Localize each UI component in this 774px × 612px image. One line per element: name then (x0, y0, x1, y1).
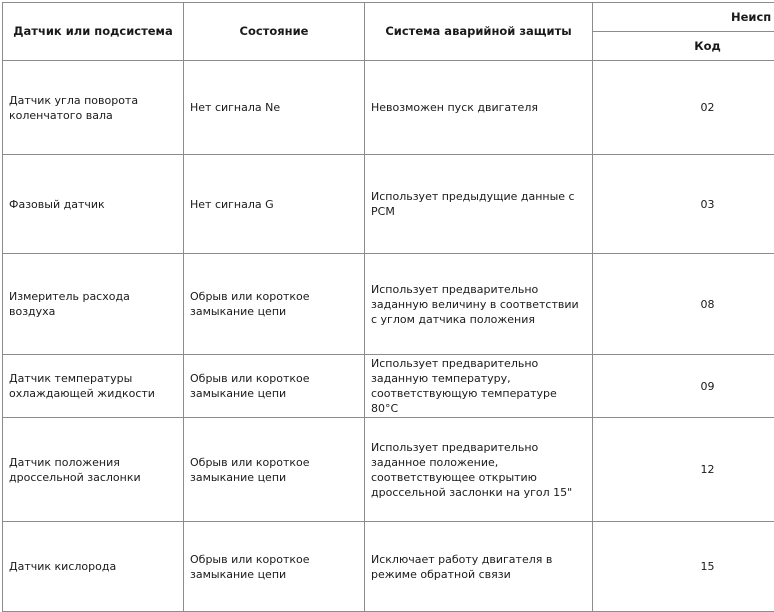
table-row (3, 254, 774, 355)
cell-sensor: Фазовый датчик (3, 155, 184, 254)
cell-protection: Использует предварительно заданную температуру, соответствующую температуре 80°С (365, 355, 593, 418)
cell-sensor: Датчик положения дроссельной заслонки (3, 418, 184, 522)
table-row (3, 355, 774, 418)
cell-protection: Использует предварительно заданную величину в соответствии с углом датчика положения (365, 254, 593, 355)
cell-code: 12 (593, 418, 774, 522)
header-code: Код (593, 32, 774, 61)
table-row (3, 155, 774, 254)
cell-state: Обрыв или короткое замыкание цепи (184, 254, 365, 355)
header-protection: Система аварийной защиты (365, 3, 593, 61)
cell-protection: Исключает работу двигателя в режиме обратной связи (365, 522, 593, 612)
cell-code: 09 (593, 355, 774, 418)
table-row (3, 522, 774, 612)
cell-code: 08 (593, 254, 774, 355)
cell-state: Обрыв или короткое замыкание цепи (184, 418, 365, 522)
cell-state: Обрыв или короткое замыкание цепи (184, 522, 365, 612)
cell-state: Нет сигнала G (184, 155, 365, 254)
cell-protection: Невозможен пуск двигателя (365, 61, 593, 155)
cell-protection: Использует предварительно заданное положение, соответствующее открытию дроссельной заслонки на угол 15" (365, 418, 593, 522)
cell-protection: Использует предыдущие данные с PCM (365, 155, 593, 254)
cell-state: Обрыв или короткое замыкание цепи (184, 355, 365, 418)
fault-table (2, 2, 774, 612)
cell-sensor: Измеритель расхода воздуха (3, 254, 184, 355)
cell-code: 02 (593, 61, 774, 155)
table-row (3, 61, 774, 155)
header-state: Состояние (184, 3, 365, 61)
cell-sensor: Датчик угла поворота коленчатого вала (3, 61, 184, 155)
cell-sensor: Датчик кислорода (3, 522, 184, 612)
header-fault-group: Неисп (593, 3, 774, 32)
cell-code: 03 (593, 155, 774, 254)
table-row (3, 418, 774, 522)
cell-sensor: Датчик температуры охлаждающей жидкости (3, 355, 184, 418)
header-sensor: Датчик или подсистема (3, 3, 184, 61)
cell-code: 15 (593, 522, 774, 612)
cell-state: Нет сигнала Ne (184, 61, 365, 155)
